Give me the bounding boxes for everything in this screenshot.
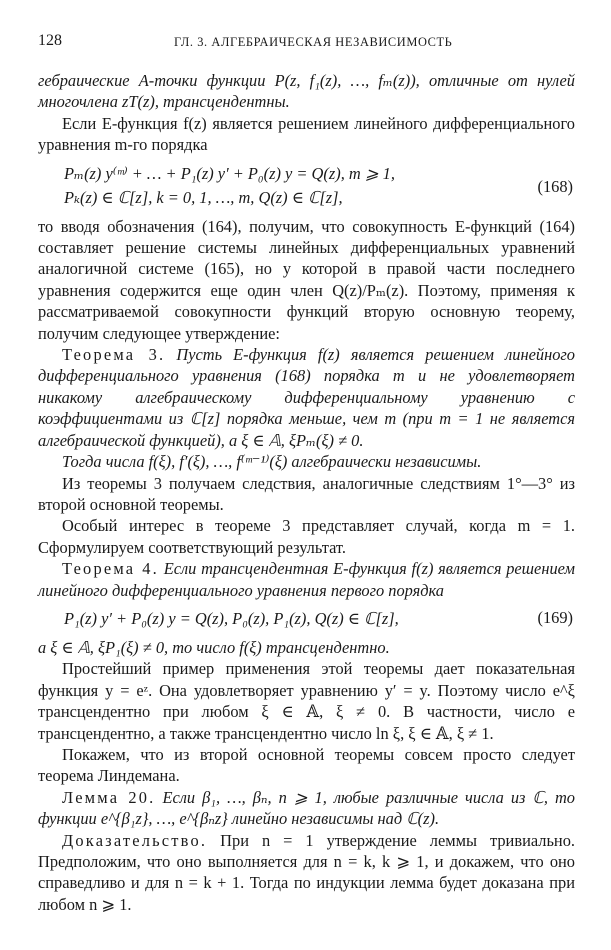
- theorem-3-text: Пусть E-функция f(z) является решением линейного дифференциального уравнения (168) порядка m и не удовлетворяет никакому алгебраическому дифференциальному уравнению с коэффициентами из ℂ[z] порядка меньше, чем m (при m = 1 не является алгебраической функцией), а ξ ∈ 𝔸, ξPₘ(ξ) ≠ 0.: [38, 345, 575, 450]
- lemma-20-label: Лемма 20.: [62, 787, 156, 807]
- theorem-4-label: Теорема 4.: [62, 559, 159, 579]
- equation-169: [38, 607, 575, 631]
- page-number: 128: [38, 32, 62, 49]
- paragraph-3: то вводя обозначения (164), получим, что совокупность E-функций (164) составляет решение системы линейных дифференциальных уравнений аналогичной системе (165), но у которой в правой части последнего уравнения содержится еще один член Q(z)/Pₘ(z). Поэтому, применяя к рассматриваемой совокупности функций вторую основную теорему, получим следующее утверждение:: [38, 216, 575, 343]
- theorem-3-label: Теорема 3.: [62, 345, 166, 365]
- equation-number-168: (168): [537, 176, 573, 196]
- proof: [38, 830, 575, 916]
- theorem-3-continuation: Тогда числа f(ξ), f′(ξ), …, f⁽ᵐ⁻¹⁾(ξ) алгебраически независимы.: [62, 452, 482, 472]
- theorem-4: [38, 558, 575, 601]
- lemma-20-text: Если β₁, …, βₙ, n ⩾ 1, любые различные числа из ℂ, то функции e^{β₁z}, …, e^{βₙz} линейно независимы над ℂ(z).: [38, 787, 575, 829]
- page-header: [38, 30, 578, 50]
- equation-number-169: (169): [537, 607, 573, 627]
- equation-168-line-1: Pₘ(z) y⁽ᵐ⁾ + … + P₁(z) y′ + P₀(z) y = Q(z), m ⩾ 1,: [64, 163, 395, 183]
- proof-label: Доказательство.: [62, 830, 208, 850]
- paragraph-6: а ξ ∈ 𝔸, ξP₁(ξ) ≠ 0, то число f(ξ) трансцендентно.: [38, 637, 390, 657]
- paragraph-2: Если E-функция f(z) является решением линейного дифференциального уравнения m-го порядка: [38, 113, 575, 155]
- theorem-3: [38, 344, 575, 451]
- paragraph-7: Простейший пример применения этой теоремы дает показательная функция y = eᶻ. Она удовлетворяет уравнению y′ = y. Поэтому число e^ξ трансцендентно при любом ξ ∈ 𝔸, ξ ≠ 0. В частности, число e трансцендентно, а также трансцендентно число ln ξ, ξ ∈ 𝔸, ξ ≠ 1.: [38, 659, 575, 743]
- paragraph-5: Особый интерес в теореме 3 представляет случай, когда m = 1. Сформулируем соответствующий результат.: [38, 516, 575, 557]
- page-body: [38, 70, 575, 915]
- paragraph-4: Из теоремы 3 получаем следствия, аналогичные следствиям 1°—3° из второй основной теоремы.: [38, 473, 575, 514]
- equation-168-line-2: Pₖ(z) ∈ ℂ[z], k = 0, 1, …, m, Q(z) ∈ ℂ[z],: [64, 187, 343, 207]
- paragraph-1: гебраические A-точки функции P(z, f₁(z), …, fₘ(z)), отличные от нулей многочлена zT(z), трансцендентны.: [38, 71, 575, 112]
- running-head: ГЛ. 3. АЛГЕБРАИЧЕСКАЯ НЕЗАВИСИМОСТЬ: [174, 35, 453, 49]
- proof-text: При n = 1 утверждение леммы тривиально. Предположим, что оно выполняется для n = k, k ⩾ 1, и докажем, что оно справедливо и для n = k + 1. Тогда по индукции лемма будет доказана при любом n ⩾ 1.: [38, 830, 575, 914]
- equation-169-line: P₁(z) y′ + P₀(z) y = Q(z), P₀(z), P₁(z), Q(z) ∈ ℂ[z],: [64, 608, 399, 628]
- paragraph-8: Покажем, что из второй основной теоремы совсем просто следует теорема Линдемана.: [38, 744, 575, 786]
- theorem-4-text: Если трансцендентная E-функция f(z) является решением линейного дифференциального уравнения первого порядка: [38, 559, 575, 600]
- equation-168: [38, 162, 575, 210]
- lemma-20: [38, 787, 575, 830]
